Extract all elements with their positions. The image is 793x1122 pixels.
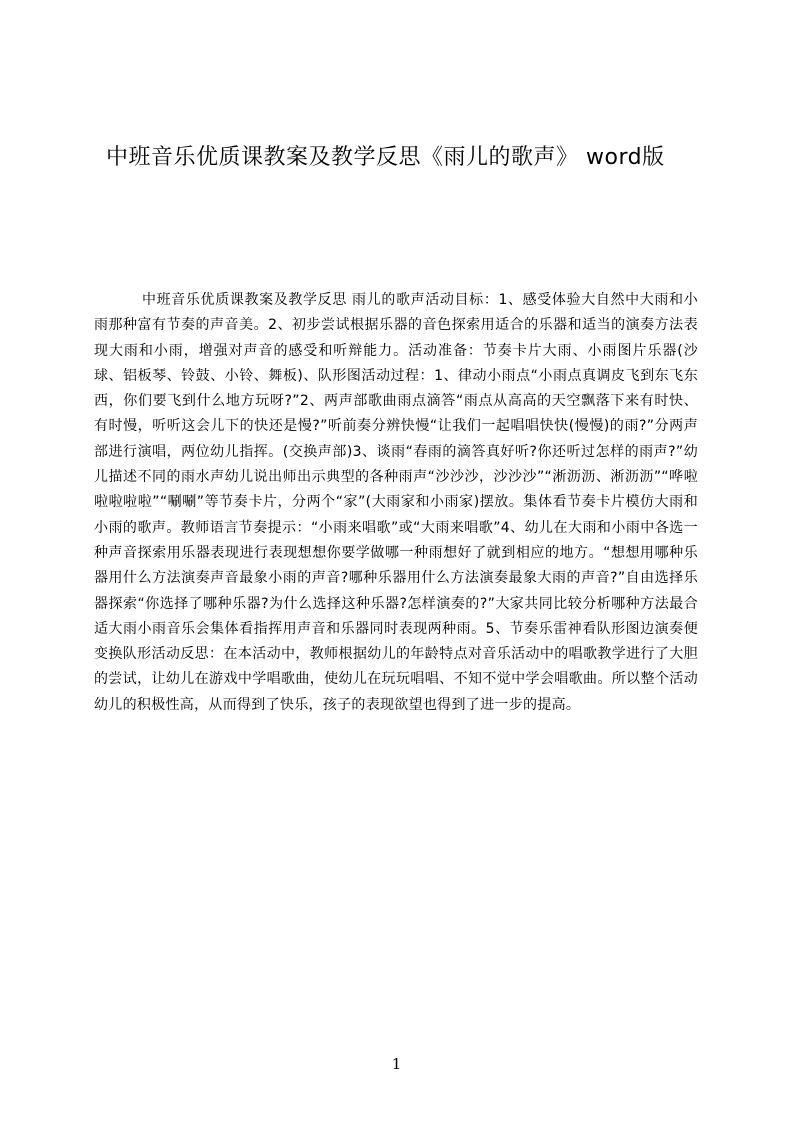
document-body-paragraph: 中班音乐优质课教案及教学反思 雨儿的歌声活动目标：1、感受体验大自然中大雨和小雨那种富有节奏的声音美。2、初步尝试根据乐器的音色探索用适合的乐器和适当的演奏方法表现大雨和小雨，增强对声音的感受和听辩能力。活动准备：节奏卡片大雨、小雨图片乐器(沙球、铝板琴、铃鼓、小铃、舞板)、队形图活动过程：1、律动小雨点“小雨点真调皮飞到东飞东西，你们要飞到什么地方玩呀?”2、两声部歌曲雨点滴答“雨点从高高的天空飘落下来有时快、有时慢，听听这会儿下的快还是慢?”听前奏分辨快慢“让我们一起唱唱快快(慢慢)的雨?”分两声部进行演唱，两位幼儿指挥。(交换声部)3、谈雨“春雨的滴答真好听?你还听过怎样的雨声?”幼儿描述不同的雨水声幼儿说出师出示典型的各种雨声“沙沙沙，沙沙沙”“淅沥沥、淅沥沥”“哗啦啦啦啦啦”“唰唰”等节奏卡片，分两个“家”(大雨家和小雨家)摆放。集体看节奏卡片模仿大雨和小雨的歌声。教师语言节奏提示：“小雨来唱歌”或“大雨来唱歌”4、幼儿在大雨和小雨中各选一种声音探索用乐器表现进行表现想想你要学做哪一种雨想好了就到相应的地方。“想想用哪种乐器用什么方法演奏声音最象小雨的声音?哪种乐器用什么方法演奏最象大雨的声音?”自由选择乐器探索“你选择了哪种乐器?为什么选择这种乐器?怎样演奏的?”大家共同比较分析哪种方法最合适大雨小雨音乐会集体看指挥用声音和乐器同时表现两种雨。5、节奏乐雷神看队形图边演奏便变换队形活动反思：在本活动中，教师根据幼儿的年龄特点对音乐活动中的唱歌教学进行了大胆的尝试，让幼儿在游戏中学唱歌曲，使幼儿在玩玩唱唱、不知不觉中学会唱歌曲。所以整个活动幼儿的积极性高，从而得到了快乐，孩子的表现欲望也得到了进一步的提高。: [94, 292, 698, 713]
document-title: 中班音乐优质课教案及教学反思《雨儿的歌声》 word版: [106, 145, 665, 170]
page-number: 1: [391, 1055, 402, 1073]
